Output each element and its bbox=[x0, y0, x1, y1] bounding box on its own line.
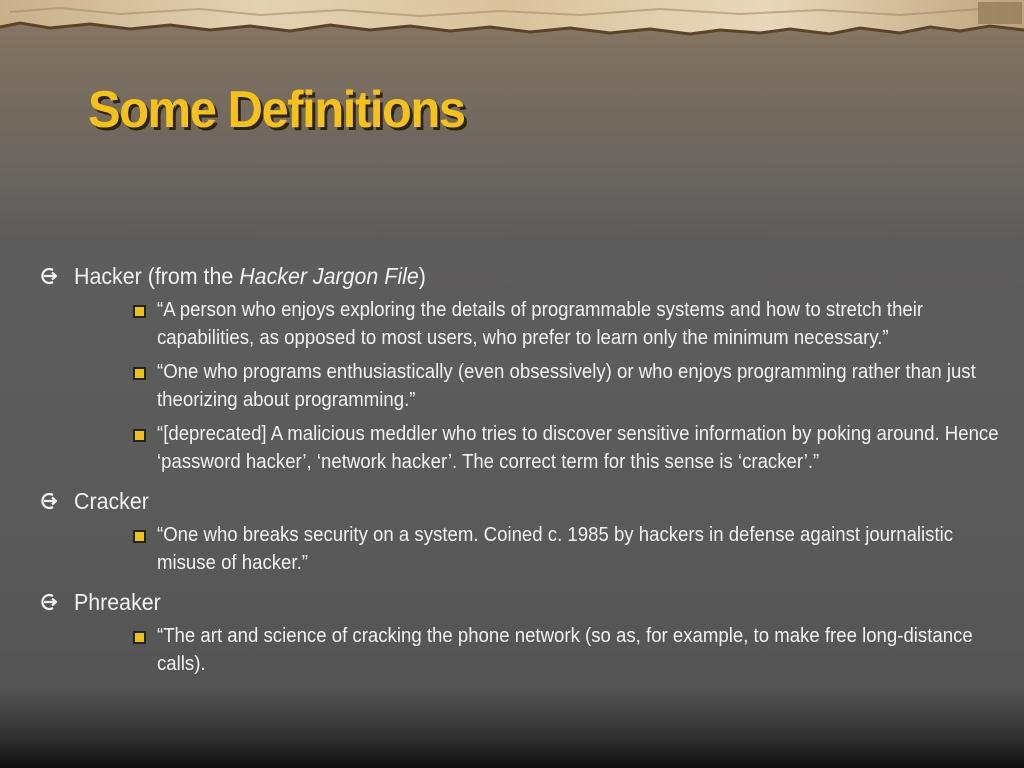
sub-list-item bbox=[112, 296, 976, 352]
square-bullet-icon bbox=[133, 429, 146, 442]
list-item-hacker bbox=[36, 262, 999, 476]
sub-bullet-list bbox=[74, 622, 976, 678]
sub-list-item bbox=[112, 420, 999, 476]
sub-list-item bbox=[112, 358, 976, 414]
sub-list-item-text: “A person who enjoys exploring the details of programmable systems and how to stretch their capabilities, as opposed to most users, who prefer to learn only the minimum necessary.” bbox=[157, 299, 924, 349]
arrow-circle-icon bbox=[38, 491, 60, 511]
list-item-label: Phreaker bbox=[74, 589, 161, 615]
sub-list-item-text: “One who breaks security on a system. Coined c. 1985 by hackers in defense against journalistic misuse of hacker.” bbox=[157, 524, 954, 574]
sub-list-item bbox=[112, 521, 976, 577]
square-bullet-icon bbox=[133, 367, 146, 380]
sub-list-item-text: “One who programs enthusiastically (even obsessively) or who enjoys programming rather than just theorizing about programming.” bbox=[157, 361, 976, 411]
square-bullet-icon bbox=[133, 305, 146, 318]
sub-list-item-text: “[deprecated] A malicious meddler who tries to discover sensitive information by poking around. Hence ‘password hacker’, ‘network hacker’. The correct term for this sense is ‘cracker’.” bbox=[157, 423, 999, 473]
sub-bullet-list bbox=[74, 521, 976, 577]
bullet-list bbox=[36, 262, 999, 678]
list-item-label: Cracker bbox=[74, 488, 149, 514]
square-bullet-icon bbox=[133, 631, 146, 644]
list-item-phreaker bbox=[36, 588, 976, 678]
sub-list-item-text: “The art and science of cracking the phone network (so as, for example, to make free long-distance calls). bbox=[157, 625, 973, 675]
sub-bullet-list bbox=[74, 296, 999, 476]
list-item-cracker bbox=[36, 487, 976, 577]
square-bullet-icon bbox=[133, 530, 146, 543]
torn-paper-banner bbox=[0, 0, 1024, 40]
slide-title: Some Definitions bbox=[88, 81, 465, 139]
label-prefix: Hacker (from the bbox=[74, 263, 240, 289]
label-italic-source: Hacker Jargon File bbox=[239, 263, 419, 289]
label-suffix: ) bbox=[418, 263, 426, 289]
list-item-label bbox=[74, 262, 913, 290]
arrow-circle-icon bbox=[38, 592, 60, 612]
sub-list-item bbox=[112, 622, 976, 678]
arrow-circle-icon bbox=[38, 266, 60, 286]
